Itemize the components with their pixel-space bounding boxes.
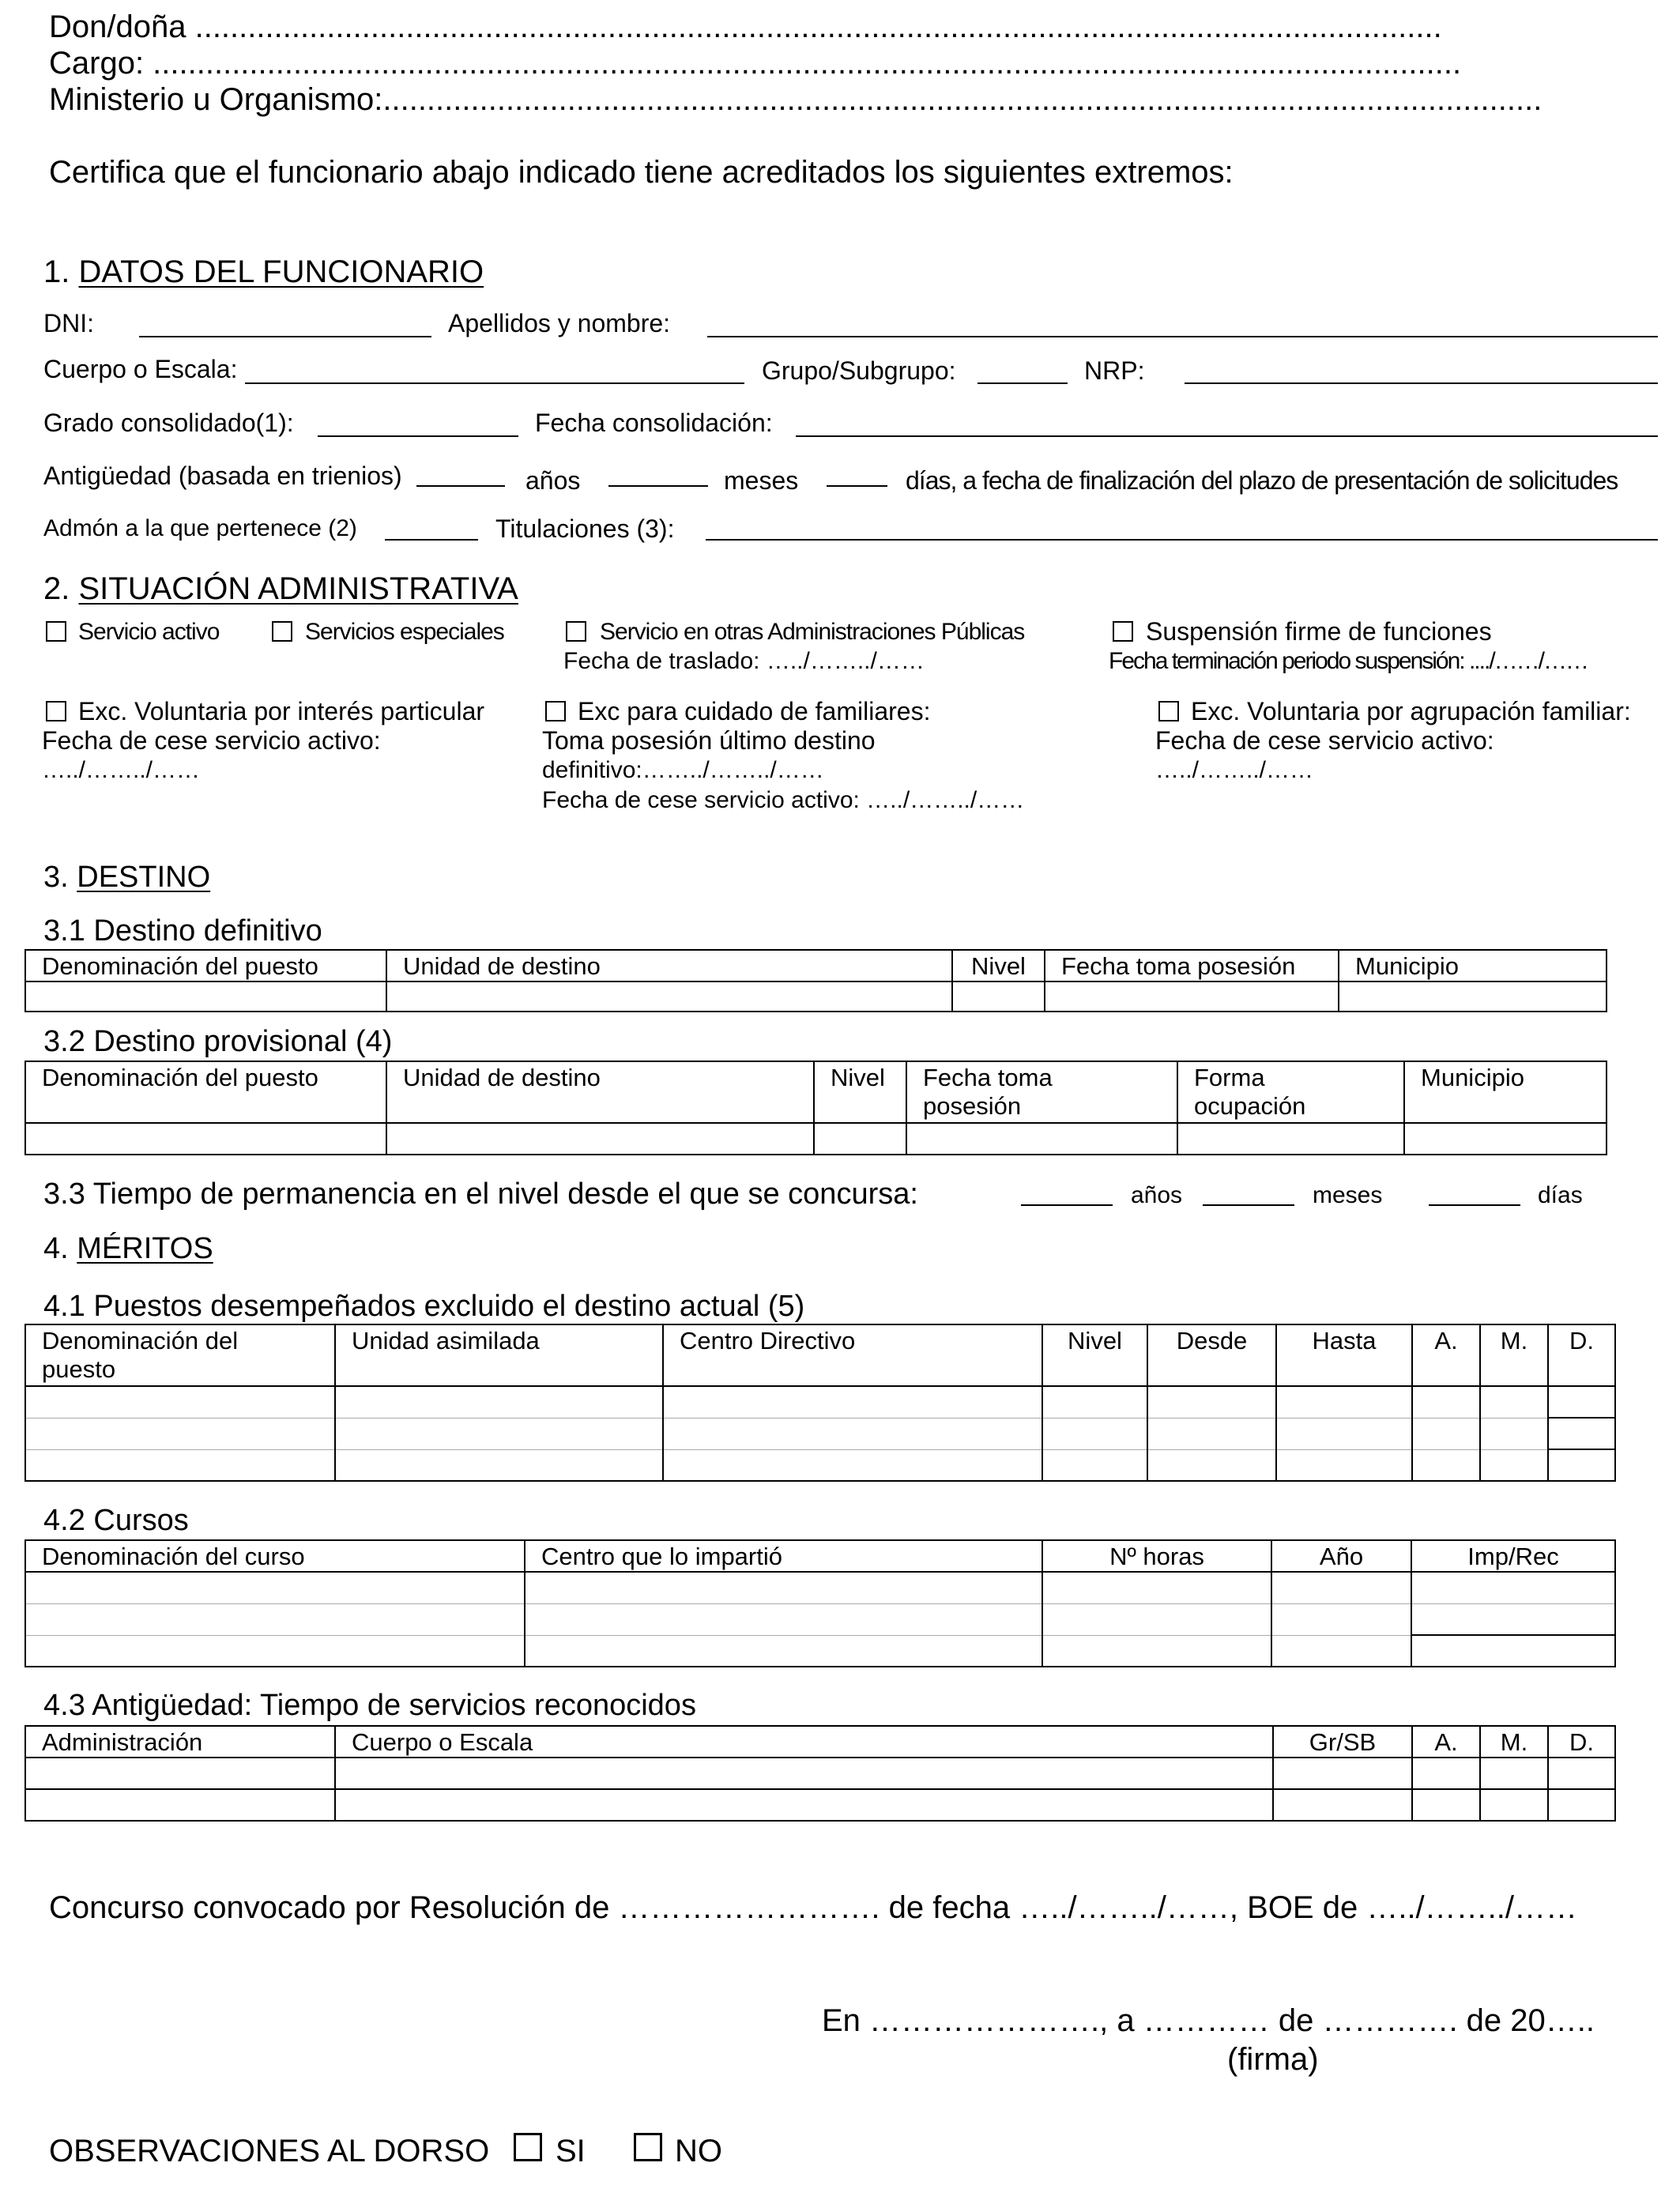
table-cell[interactable] <box>1548 1386 1615 1418</box>
table-cell[interactable] <box>386 981 952 1012</box>
cuerpo-field[interactable] <box>245 382 744 384</box>
table-cell[interactable] <box>335 1449 663 1481</box>
table-cell[interactable] <box>906 1123 1177 1155</box>
fecha-terminacion-field[interactable]: Fecha terminación periodo suspensión: ..../……/…… <box>1109 648 1588 674</box>
table-header-cell: Denominación del curso <box>25 1540 525 1572</box>
table-cell[interactable] <box>1271 1603 1411 1635</box>
table-cell[interactable] <box>1548 1418 1615 1449</box>
table-header-cell: Denominación del puesto <box>25 950 386 981</box>
table-header-cell: Imp/Rec <box>1411 1540 1615 1572</box>
section-3-number: 3. <box>43 861 77 894</box>
table-header-cell: Año <box>1271 1540 1411 1572</box>
puestos-title: 4.1 Puestos desempeñados excluido el destino actual (5) <box>43 1290 805 1323</box>
section-3-title: DESTINO <box>77 861 211 894</box>
section-2-heading <box>43 571 518 606</box>
table-header-cell: Nº horas <box>1042 1540 1271 1572</box>
table-header-cell: M. <box>1480 1726 1548 1758</box>
table-cell[interactable] <box>525 1603 1042 1635</box>
table-cell[interactable] <box>814 1123 906 1155</box>
section-2-title: SITUACIÓN ADMINISTRATIVA <box>78 571 518 606</box>
permanencia-anos-field[interactable] <box>1021 1204 1113 1206</box>
table-header-cell: Cuerpo o Escala <box>335 1726 1273 1758</box>
permanencia-label: 3.3 Tiempo de permanencia en el nivel desde el que se concursa: <box>43 1177 918 1211</box>
table-cell[interactable] <box>1339 981 1607 1012</box>
table-header-cell: Unidad asimilada <box>335 1324 663 1386</box>
table-cell[interactable] <box>1042 1635 1271 1667</box>
servicio-activo-label: Servicio activo <box>78 619 220 645</box>
toma-posesion-label: Toma posesión último destino <box>542 726 876 755</box>
table-cell[interactable] <box>1273 1758 1412 1789</box>
table-cell[interactable] <box>25 1449 335 1481</box>
table-cell[interactable] <box>386 1123 814 1155</box>
table-cell[interactable] <box>1042 1386 1147 1418</box>
table-cell[interactable] <box>1412 1758 1480 1789</box>
table-cell[interactable] <box>663 1386 1042 1418</box>
ministerio-line[interactable]: Ministerio u Organismo:.................................................................................................................................... <box>49 82 1543 117</box>
admon-label: Admón a la que pertenece (2) <box>43 515 357 541</box>
observaciones-label: OBSERVACIONES AL DORSO <box>49 2134 490 2168</box>
table-cell[interactable] <box>25 1572 525 1603</box>
exc-voluntaria-checkbox[interactable] <box>46 701 66 722</box>
table-cell[interactable] <box>335 1386 663 1418</box>
table-cell[interactable] <box>335 1789 1273 1821</box>
table-header-cell: A. <box>1412 1324 1480 1386</box>
table-cell[interactable] <box>663 1418 1042 1449</box>
admon-field[interactable] <box>385 539 478 541</box>
table-cell[interactable] <box>1412 1418 1480 1449</box>
destino-definitivo-title: 3.1 Destino definitivo <box>43 914 322 948</box>
puestos-table <box>24 1324 1616 1482</box>
table-cell[interactable] <box>335 1758 1273 1789</box>
table-cell[interactable] <box>1042 1572 1271 1603</box>
firma-label: (firma) <box>1227 2042 1319 2077</box>
table-header-cell: Centro Directivo <box>663 1324 1042 1386</box>
table-header-cell: Centro que lo impartió <box>525 1540 1042 1572</box>
section-4-title: MÉRITOS <box>77 1232 213 1265</box>
permanencia-dias-field[interactable] <box>1429 1204 1520 1206</box>
fecha-cese-2-field[interactable]: Fecha de cese servicio activo: …../……../…… <box>542 787 1025 813</box>
table-cell[interactable] <box>1411 1603 1615 1635</box>
lugar-fecha-line[interactable]: En …………………., a ………… de …………. de 20….. <box>822 2003 1595 2038</box>
table-cell[interactable] <box>952 981 1045 1012</box>
certifica-text: Certifica que el funcionario abajo indicado tiene acreditados los siguientes extremos: <box>49 155 1234 190</box>
table-cell[interactable] <box>25 981 386 1012</box>
table-header-cell: M. <box>1480 1324 1548 1386</box>
table-cell[interactable] <box>1548 1789 1615 1821</box>
don-line[interactable]: Don/doña .............................................................................................................................................. <box>49 9 1442 44</box>
permanencia-meses-field[interactable] <box>1203 1204 1294 1206</box>
table-cell[interactable] <box>1271 1572 1411 1603</box>
table-header-cell: Unidad de destino <box>386 950 952 981</box>
table-cell[interactable] <box>1480 1418 1548 1449</box>
table-cell[interactable] <box>1042 1418 1147 1449</box>
exc-cuidado-checkbox[interactable] <box>545 701 566 722</box>
cursos-table <box>24 1539 1616 1667</box>
servicios-especiales-checkbox[interactable] <box>272 621 292 642</box>
titulaciones-label: Titulaciones (3): <box>495 514 675 543</box>
table-cell[interactable] <box>25 1123 386 1155</box>
table-cell[interactable] <box>25 1603 525 1635</box>
table-cell[interactable] <box>25 1386 335 1418</box>
table-cell[interactable] <box>1273 1789 1412 1821</box>
table-cell[interactable] <box>1548 1758 1615 1789</box>
table-cell[interactable] <box>25 1758 335 1789</box>
antiguedad-meses-field[interactable] <box>608 485 708 487</box>
table-header-cell: Desde <box>1147 1324 1276 1386</box>
permanencia-dias-label: días <box>1538 1182 1583 1208</box>
servicio-activo-checkbox[interactable] <box>46 621 66 642</box>
antiguedad-title: 4.3 Antigüedad: Tiempo de servicios reconocidos <box>43 1689 696 1722</box>
fecha-consolidacion-field[interactable] <box>796 435 1658 437</box>
table-cell[interactable] <box>1276 1418 1412 1449</box>
table-header-cell: Forma ocupación <box>1177 1061 1404 1123</box>
table-cell[interactable] <box>1271 1635 1411 1667</box>
grupo-field[interactable] <box>977 382 1068 384</box>
fecha-traslado-field[interactable]: Fecha de traslado: …../……../…… <box>563 648 925 674</box>
table-cell[interactable] <box>1480 1386 1548 1418</box>
table-cell[interactable] <box>1042 1603 1271 1635</box>
table-cell[interactable] <box>1177 1123 1404 1155</box>
table-header-cell: Denominación del puesto <box>25 1061 386 1123</box>
grado-label: Grado consolidado(1): <box>43 409 294 437</box>
table-header-cell: Gr/SB <box>1273 1726 1412 1758</box>
table-cell[interactable] <box>1411 1635 1615 1667</box>
suspension-checkbox[interactable] <box>1113 621 1133 642</box>
concurso-text[interactable]: Concurso convocado por Resolución de ……………………. de fecha …../……../……, BOE de …../……../…… <box>49 1890 1578 1925</box>
cargo-line[interactable]: Cargo: ..................................................................................................................................................... <box>49 46 1462 81</box>
table-header-cell: Municipio <box>1339 950 1607 981</box>
table-cell[interactable] <box>1276 1386 1412 1418</box>
antiguedad-anos-label: años <box>525 466 581 495</box>
fecha-consolidacion-label: Fecha consolidación: <box>535 409 773 437</box>
observaciones-no-checkbox[interactable] <box>634 2133 662 2161</box>
dni-label: DNI: <box>43 309 94 337</box>
permanencia-meses-label: meses <box>1313 1182 1383 1208</box>
observaciones-no-label: NO <box>675 2134 722 2168</box>
table-cell[interactable] <box>663 1449 1042 1481</box>
table-header-cell: A. <box>1412 1726 1480 1758</box>
antiguedad-anos-field[interactable] <box>416 485 505 487</box>
table-cell[interactable] <box>525 1572 1042 1603</box>
table-cell[interactable] <box>1045 981 1339 1012</box>
table-header-cell: Nivel <box>1042 1324 1147 1386</box>
permanencia-anos-label: años <box>1131 1182 1183 1208</box>
table-cell[interactable] <box>1147 1418 1276 1449</box>
cuerpo-label: Cuerpo o Escala: <box>43 355 238 383</box>
table-header-cell: Administración <box>25 1726 335 1758</box>
table-cell[interactable] <box>1548 1449 1615 1481</box>
table-cell[interactable] <box>25 1789 335 1821</box>
table-header-cell: D. <box>1548 1726 1615 1758</box>
grado-field[interactable] <box>318 435 518 437</box>
table-cell[interactable] <box>335 1418 663 1449</box>
table-header-cell: D. <box>1548 1324 1615 1386</box>
section-1-title: DATOS DEL FUNCIONARIO <box>78 254 484 289</box>
table-header-cell: Fecha toma posesión <box>1045 950 1339 981</box>
table-cell[interactable] <box>1404 1123 1607 1155</box>
section-1-heading <box>43 254 484 289</box>
table-cell[interactable] <box>1411 1572 1615 1603</box>
fecha-cese-1-field[interactable]: …../……../…… <box>42 757 201 783</box>
table-header-cell: Nivel <box>952 950 1045 981</box>
table-header-cell: Hasta <box>1276 1324 1412 1386</box>
nrp-field[interactable] <box>1185 382 1658 384</box>
dni-field[interactable] <box>139 336 431 337</box>
destino-provisional-title: 3.2 Destino provisional (4) <box>43 1025 393 1058</box>
antiguedad-label: Antigüedad (basada en trienios) <box>43 462 402 490</box>
exc-agrupacion-checkbox[interactable] <box>1158 701 1179 722</box>
apellidos-label: Apellidos y nombre: <box>448 309 671 337</box>
antiguedad-dias-field[interactable] <box>827 485 887 487</box>
definitivo-field[interactable]: definitivo:……../……../…… <box>542 757 824 783</box>
suspension-label: Suspensión firme de funciones <box>1146 617 1492 646</box>
table-cell[interactable] <box>25 1418 335 1449</box>
antiguedad-table <box>24 1725 1616 1822</box>
table-header-cell: Denominación del puesto <box>25 1324 335 1386</box>
grupo-label: Grupo/Subgrupo: <box>762 356 956 385</box>
table-cell[interactable] <box>1480 1789 1548 1821</box>
destino-definitivo-table <box>24 949 1607 1012</box>
table-cell[interactable] <box>25 1635 525 1667</box>
table-header-cell: Unidad de destino <box>386 1061 814 1123</box>
nrp-label: NRP: <box>1084 356 1145 385</box>
exc-cuidado-label: Exc para cuidado de familiares: <box>578 697 931 725</box>
table-header-cell: Fecha toma posesión <box>906 1061 1177 1123</box>
table-cell[interactable] <box>1276 1449 1412 1481</box>
table-header-cell: Municipio <box>1404 1061 1607 1123</box>
table-header-cell: Nivel <box>814 1061 906 1123</box>
section-2-number: 2. <box>43 571 79 606</box>
table-cell[interactable] <box>1412 1386 1480 1418</box>
section-3-heading <box>43 861 210 895</box>
fecha-cese-3-label: Fecha de cese servicio activo: <box>1155 726 1494 755</box>
section-4-number: 4. <box>43 1232 77 1265</box>
observaciones-si-label: SI <box>556 2134 586 2168</box>
antiguedad-dias-label: días, a fecha de finalización del plazo de presentación de solicitudes <box>906 466 1618 495</box>
destino-provisional-table <box>24 1061 1607 1155</box>
table-cell[interactable] <box>1042 1449 1147 1481</box>
table-cell[interactable] <box>1480 1758 1548 1789</box>
titulaciones-field[interactable] <box>706 539 1658 541</box>
apellidos-field[interactable] <box>707 336 1658 337</box>
section-4-heading <box>43 1233 213 1266</box>
cursos-title: 4.2 Cursos <box>43 1504 189 1537</box>
table-cell[interactable] <box>1480 1449 1548 1481</box>
servicio-otras-label: Servicio en otras Administraciones Públicas <box>600 619 1025 645</box>
servicio-otras-checkbox[interactable] <box>566 621 586 642</box>
table-cell[interactable] <box>525 1635 1042 1667</box>
section-1-number: 1. <box>43 254 79 289</box>
fecha-cese-3-field[interactable]: …../……../…… <box>1155 757 1314 783</box>
table-cell[interactable] <box>1412 1449 1480 1481</box>
table-cell[interactable] <box>1412 1789 1480 1821</box>
servicios-especiales-label: Servicios especiales <box>305 619 504 645</box>
exc-agrupacion-label: Exc. Voluntaria por agrupación familiar: <box>1191 697 1631 725</box>
fecha-cese-1-label: Fecha de cese servicio activo: <box>42 726 381 755</box>
table-cell[interactable] <box>1147 1386 1276 1418</box>
exc-voluntaria-label: Exc. Voluntaria por interés particular <box>78 697 485 725</box>
antiguedad-meses-label: meses <box>724 466 799 495</box>
table-cell[interactable] <box>1147 1449 1276 1481</box>
observaciones-si-checkbox[interactable] <box>514 2133 542 2161</box>
